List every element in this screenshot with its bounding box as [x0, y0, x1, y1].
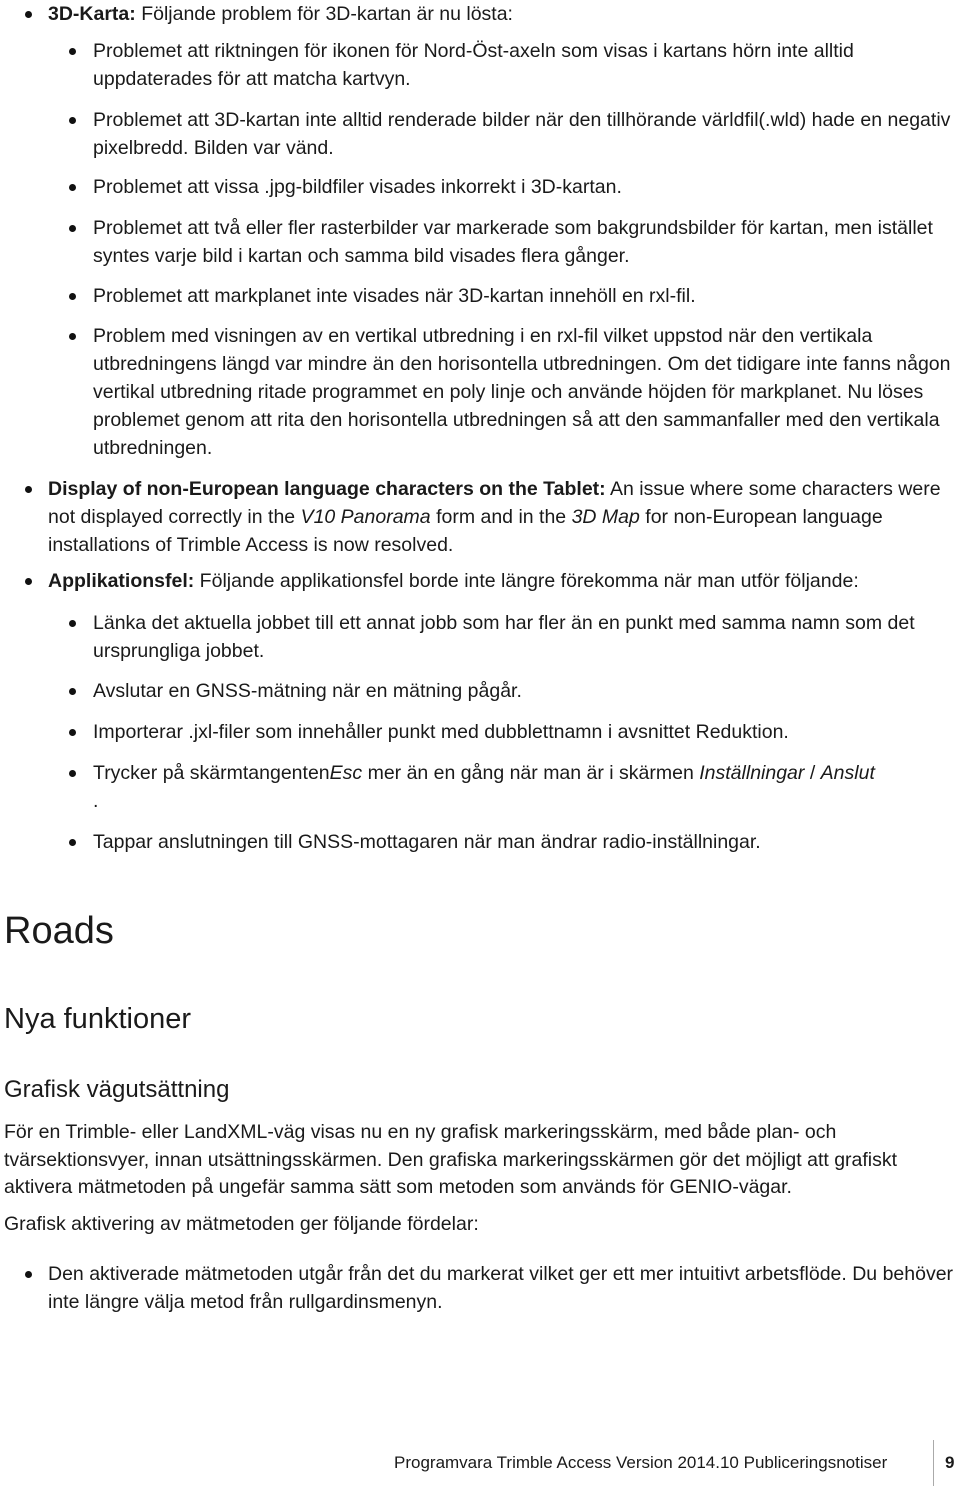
roads-paragraph-2: Grafisk aktivering av mätmetoden ger följande fördelar:: [4, 1213, 479, 1235]
list-item-end: .: [93, 790, 99, 812]
separator: /: [804, 762, 821, 784]
map3d-sublist: [0, 37, 955, 462]
bullet-icon: [69, 293, 76, 300]
bullet-icon: [69, 225, 76, 232]
list-item-text: Den aktiverade mätmetoden utgår från det du markerat vilket ger ett mer intuitivt arbetsflöde. Du behöver inte längre välja metod från rullgardinsmenyn.: [48, 1263, 954, 1313]
bullet-icon: [25, 11, 32, 18]
list-item-text: mer än en gång när man är i skärmen: [362, 762, 700, 784]
list-item: [0, 609, 955, 665]
footer-divider: [933, 1440, 934, 1486]
map3d-heading: 3D-Karta:: [48, 3, 136, 25]
list-item-text: Problemet att markplanet inte visades när 3D-kartan innehöll en rxl-fil.: [93, 285, 696, 307]
list-item: [0, 173, 955, 201]
roads-title: Roads: [4, 910, 114, 952]
list-item: [0, 106, 955, 162]
list-item-text: Trycker på skärmtangenten: [93, 762, 330, 784]
list-item: [0, 718, 955, 746]
bullet-icon: [25, 486, 32, 493]
list-item-text: Problemet att vissa .jpg-bildfiler visades inkorrekt i 3D-kartan.: [93, 176, 622, 198]
appfel-list: [0, 567, 955, 595]
list-item: [0, 282, 955, 310]
map3d-item: [0, 0, 955, 28]
tablet-item: [0, 475, 955, 559]
list-item: [0, 37, 955, 93]
bullet-icon: [69, 839, 76, 846]
new-features-heading: Nya funktioner: [4, 1003, 191, 1035]
benefits-list: [0, 1260, 955, 1316]
list-item-text: Problem med visningen av en vertikal utbredning i en rxl-fil vilket uppstod när den vertikala utbredningens längd var mindre än den horisontella utbredningen. Om det tidigare inte fanns någon vertikal utbredning ritade programmet en poly linje och använde höjden för markplanet. Nu löses problemet genom att rita den horisontella utbredningen så att den sammanfaller med den vertikala utbredningen.: [93, 325, 951, 459]
bullet-icon: [69, 770, 76, 777]
tablet-text: for non-European language installations of Trimble Access is now resolved.: [48, 506, 883, 556]
graphical-staking-heading: Grafisk vägutsättning: [4, 1076, 230, 1103]
list-item: [0, 214, 955, 270]
page-number: 9: [945, 1453, 955, 1472]
connect-screen-label: Anslut: [820, 762, 875, 784]
esc-key-label: Esc: [329, 762, 363, 784]
list-item: [0, 828, 955, 856]
list-item-text: Importerar .jxl-filer som innehåller punkt med dubblettnamn i avsnittet Reduktion.: [93, 721, 789, 743]
page-footer: [0, 1440, 960, 1486]
map3d-intro: Följande problem för 3D-kartan är nu lösta:: [135, 3, 513, 25]
list-item: [0, 677, 955, 705]
bullet-icon: [25, 578, 32, 585]
list-item: [0, 322, 955, 462]
bullet-icon: [69, 729, 76, 736]
bullet-icon: [69, 620, 76, 627]
footer-title: Programvara Trimble Access Version 2014.10 Publiceringsnotiser: [394, 1453, 888, 1472]
appfel-heading: Applikationsfel:: [48, 570, 195, 592]
tablet-text: An issue where some characters were not displayed correctly in the: [48, 478, 941, 528]
list-item-text: Problemet att 3D-kartan inte alltid renderade bilder när den tillhörande världfil(.wld) hade en negativ pixelbredd. Bilden var vänd.: [93, 109, 951, 159]
appfel-intro: Följande applikationsfel borde inte längre förekomma när man utför följande:: [194, 570, 859, 592]
tablet-italic-map: 3D Map: [571, 506, 640, 528]
list-item-text: Länka det aktuella jobbet till ett annat jobb som har fler än en punkt med samma namn som det ursprungliga jobbet.: [93, 612, 915, 662]
appfel-item: [0, 567, 955, 595]
roads-paragraph-1: För en Trimble- eller LandXML-väg visas nu en ny grafisk markeringsskärm, med både plan- och tvärsektionsvyer, innan utsättningsskärmen. Den grafiska markeringsskärmen gör det möjligt att grafiskt aktivera mätmetoden på ungefär samma sätt som metoden som används för GENIO-vägar.: [4, 1121, 898, 1198]
settings-screen-label: Inställningar: [699, 762, 805, 784]
bullet-icon: [69, 48, 76, 55]
tablet-text: form and in the: [430, 506, 572, 528]
bullet-icon: [69, 688, 76, 695]
tablet-italic-panorama: V10 Panorama: [300, 506, 431, 528]
appfel-sublist: [0, 609, 955, 856]
list-item-text: Problemet att riktningen för ikonen för Nord-Öst-axeln som visas i kartans hörn inte alltid uppdaterades för att matcha kartvyn.: [93, 40, 854, 90]
list-item: [0, 1260, 955, 1316]
top-bullet-list: [0, 0, 955, 28]
list-item: [0, 759, 955, 815]
bullet-icon: [69, 117, 76, 124]
bullet-icon: [25, 1271, 32, 1278]
list-item-text: Avslutar en GNSS-mätning när en mätning pågår.: [93, 680, 522, 702]
bullet-icon: [69, 333, 76, 340]
list-item-text: Tappar anslutningen till GNSS-mottagaren när man ändrar radio-inställningar.: [93, 831, 761, 853]
tablet-heading: Display of non-European language characters on the Tablet:: [48, 478, 606, 500]
bullet-icon: [69, 184, 76, 191]
tablet-list: [0, 475, 955, 559]
list-item-text: Problemet att två eller fler rasterbilder var markerade som bakgrundsbilder för kartan, men istället syntes varje bild i kartan och samma bild visades flera gånger.: [93, 217, 933, 267]
